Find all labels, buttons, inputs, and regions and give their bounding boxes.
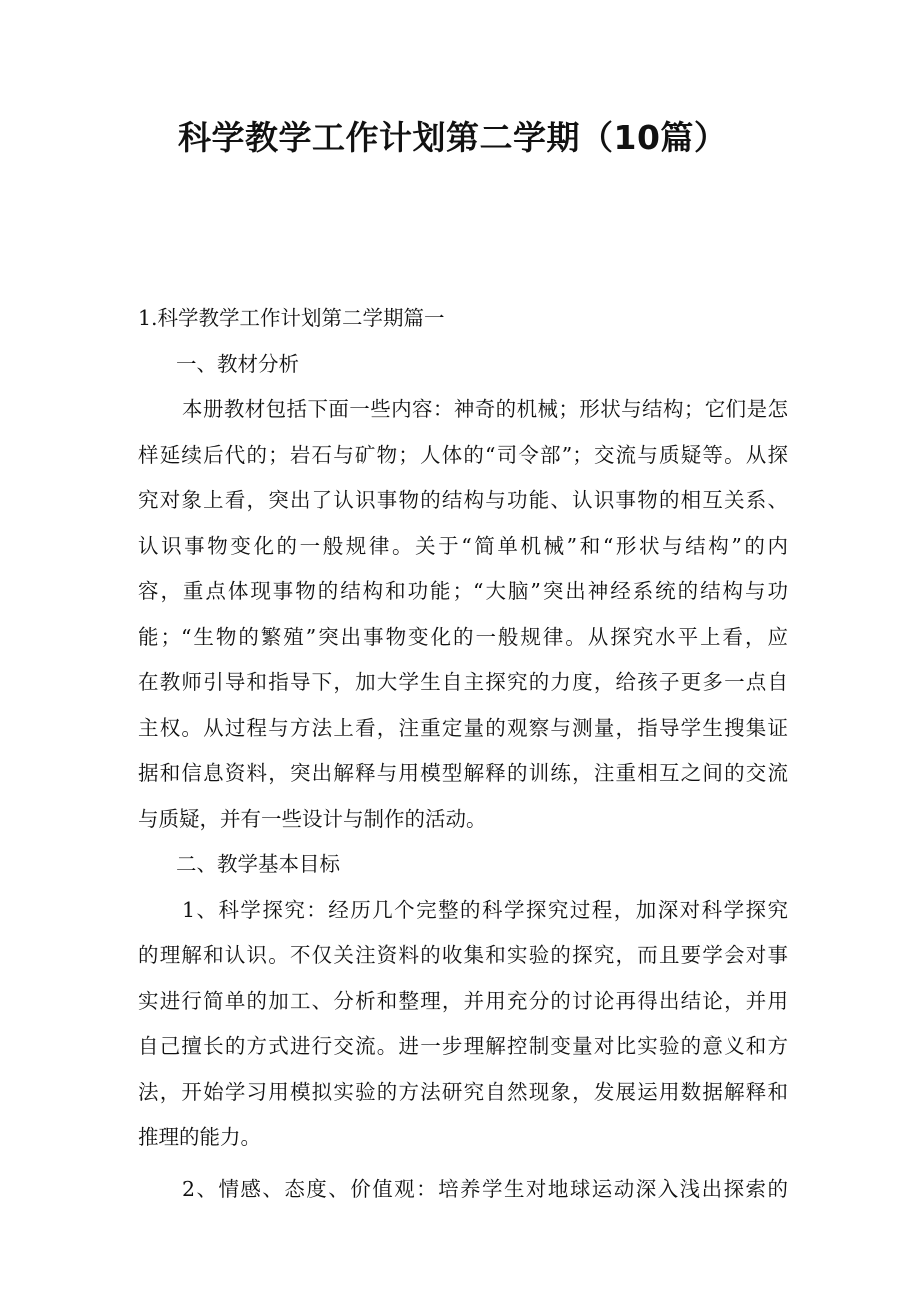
document-title: 科学教学工作计划第二学期（10篇） <box>178 118 728 157</box>
paragraph-line: 主权。从过程与方法上看，注重定量的观察与测量，指导学生搜集证 <box>138 715 788 740</box>
paragraph-line: 自己擅长的方式进行交流。进一步理解控制变量对比实验的意义和方 <box>138 1034 788 1058</box>
paragraph-line: 能；“生物的繁殖”突出事物变化的一般规律。从探究水平上看，应 <box>138 624 788 649</box>
paragraph-materials-analysis <box>138 387 788 842</box>
paragraph-line: 在教师引导和指导下，加大学生自主探究的力度，给孩子更多一点自 <box>138 670 788 694</box>
paragraph-line: 实进行简单的加工、分析和整理，并用充分的讨论再得出结论，并用 <box>138 988 788 1013</box>
paragraph-line: 与质疑，并有一些设计与制作的活动。 <box>138 806 487 831</box>
paragraph-line: 据和信息资料，突出解释与用模型解释的训练，注重相互之间的交流 <box>138 761 788 785</box>
paragraph-emotion-attitude <box>138 1167 788 1213</box>
paragraph-line: 究对象上看，突出了认识事物的结构与功能、认识事物的相互关系、 <box>138 488 788 512</box>
paragraph-line: 容，重点体现事物的结构和功能；“大脑”突出神经系统的结构与功 <box>138 579 788 603</box>
document-body <box>138 296 788 1212</box>
paragraph-line: 本册教材包括下面一些内容：神奇的机械；形状与结构；它们是怎 <box>182 397 788 421</box>
paragraph-line: 的理解和认识。不仅关注资料的收集和实验的探究，而且要学会对事 <box>138 943 788 967</box>
section-heading-materials: 一、教材分析 <box>176 351 299 376</box>
paragraph-line: 法，开始学习用模拟实验的方法研究自然现象，发展运用数据解释和 <box>138 1079 788 1104</box>
paragraph-line: 1、科学探究：经历几个完整的科学探究过程，加深对科学探究 <box>182 897 788 922</box>
paragraph-line: 2、情感、态度、价值观：培养学生对地球运动深入浅出探索的 <box>182 1176 788 1201</box>
paragraph-line: 样延续后代的；岩石与矿物；人体的“司令部”；交流与质疑等。从探 <box>138 442 788 467</box>
section-heading-goals: 二、教学基本目标 <box>176 852 340 876</box>
paragraph-scientific-inquiry <box>138 888 788 1161</box>
paragraph-line: 认识事物变化的一般规律。关于“简单机械”和“形状与结构”的内 <box>138 533 788 558</box>
article-heading: 1.科学教学工作计划第二学期篇一 <box>138 306 445 330</box>
paragraph-line: 推理的能力。 <box>138 1125 261 1149</box>
